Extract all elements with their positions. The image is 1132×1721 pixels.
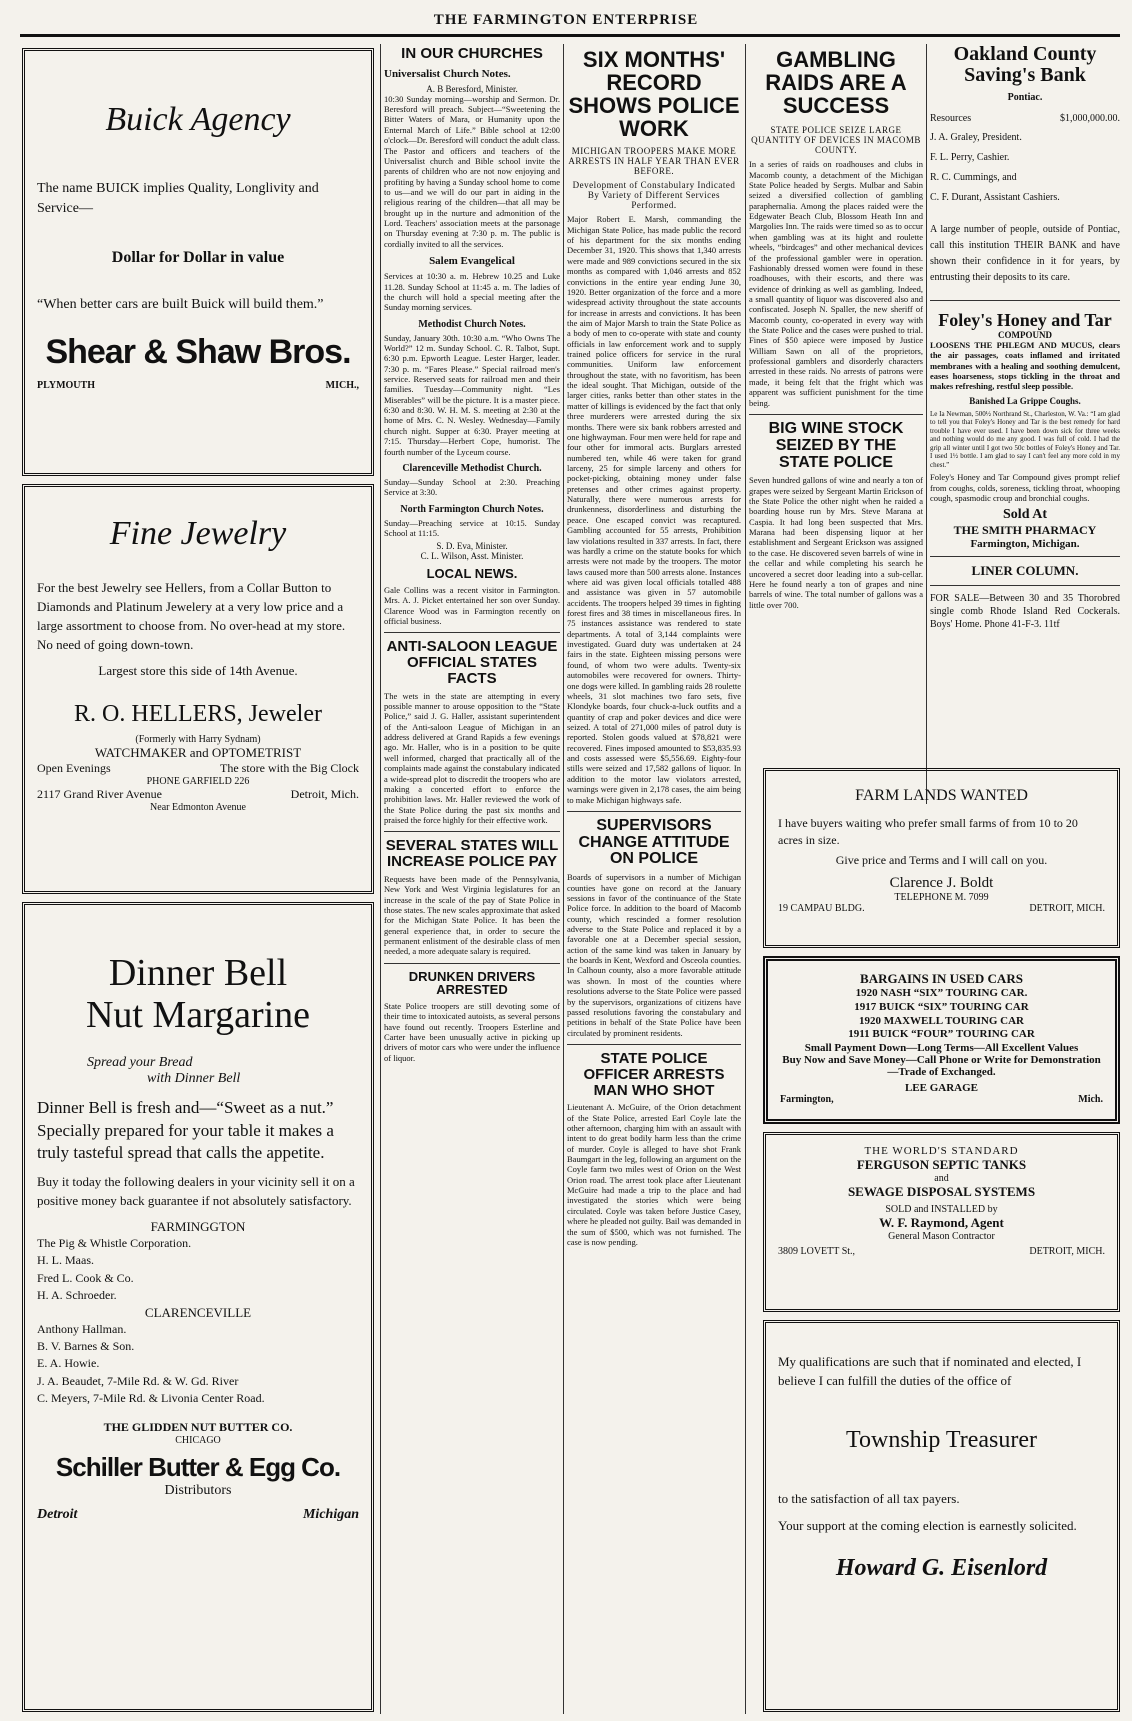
buick-p3: “When better cars are built Buick will build them.” — [37, 296, 324, 312]
gambling-sub: STATE POLICE SEIZE LARGE QUANTITY OF DEVICES IN MACOMB COUNTY. — [751, 125, 921, 156]
septic-name: W. F. Raymond, Agent — [879, 1215, 1004, 1230]
margarine-title1: Dinner Bell — [108, 952, 288, 994]
margarine-ad — [22, 902, 374, 1712]
methodist-title: Methodist Church Notes. — [418, 318, 526, 330]
list-item: F. L. Perry, Cashier. — [930, 152, 1010, 163]
jewelry-p1: For the best Jewelry see Hellers, from a Collar Button to Diamonds and Platinum Jewelery at a very low price and a large assortment to choose from. No over-head at my store. No need of going down-town. — [37, 580, 346, 652]
usedcars-ad — [763, 956, 1120, 1124]
margarine-dist-city: Detroit — [37, 1506, 78, 1522]
officer-title: STATE POLICE OFFICER ARRESTS MAN WHO SHOT — [583, 1050, 725, 1099]
gambling-column — [749, 44, 923, 814]
foleys-sold: Sold At — [1003, 507, 1047, 523]
foleys-testimonial: Le Ia Newman, 500½ Northrand St., Charleston, W. Va.: “I am glad to tell you that Foley's Honey and Tar is the best remedy for hard trouble I have ever used. I have been down sick for three weeks and nothing would do me any good. I was full of cold. I had the grip all winter until I got two 50c bottles of Foley's Honey and Tar. I used 1½ bottle. I am glad to say I can't feel any more cold in my chest.” — [930, 409, 1120, 469]
treasurer-p1: My qualifications are such that if nominated and elected, I believe I can fulfill the duties of the office of — [778, 1354, 1082, 1388]
margarine-dealers2 — [37, 1321, 359, 1408]
buick-p2: Dollar for Dollar in value — [111, 248, 285, 266]
buick-p1: The name BUICK implies Quality, Longlivity and Service— — [37, 181, 319, 217]
usedcars-p2: Buy Now and Save Money—Call Phone or Write for Demonstration—Trade of Exchanged. — [782, 1054, 1101, 1078]
local-news-body: Gale Collins was a recent visitor in Farmington. Mrs. A. J. Picket entertained her son over Sunday. Clarence Wood was in Farmington recently on official business. — [384, 584, 560, 627]
drunken-body: State Police troopers are still devoting some of their time to intoxicated autoists, as several persons have found out recently. Troopers Esterline and Carter have been unusually active in picking up drivers of motor cars who were under the influence of liquor. — [384, 1000, 560, 1063]
gambling-body: In a series of raids on roadhouses and clubs in Macomb county, a detachment of the Michigan State Police headed by Sergts. Mulbar and Sabin seized a diversified collection of gambling paraphernalia. Among the places raided were the Edgewater Beach Club, Blossom Heath Inn and Margolies Inn. The raids were timed so as to occur when gambling was at its hight and roulette wheels, “birdcages” and other mechanical devices of the professional gambler were in operation. Fashionably dressed women were found in these roadhouses, with their escorts, and there was evidence of drinking as well as gambling. Indeed, a small quantity of liquor was discovered also and confiscated. Joseph N. Spaller, the new sheriff of Macomb county, co-operated in every way with the State Police and the cases were pushed to trial. Fines of $50 apiece were imposed by Justice William Sawn on all of the proprietors, professional gamblers and disorderly characters arrested in these raids. No arrests of patrons were made, it being felt that the fright which was apparent was sufficient punishment for the time being. — [749, 159, 923, 408]
list-item: C. F. Durant, Assistant Cashiers. — [930, 192, 1060, 203]
local-news-title: LOCAL NEWS. — [426, 566, 518, 582]
liner-title: LINER COLUMN. — [971, 563, 1079, 579]
margarine-town2: CLARENCEVILLE — [144, 1304, 252, 1320]
farmlands-address: 19 CAMPAU BLDG. — [778, 903, 865, 915]
list-item: 1911 BUICK “FOUR” TOURING CAR — [848, 1028, 1035, 1041]
treasurer-p3: Your support at the coming election is earnestly solicited. — [778, 1517, 1077, 1533]
foleys-compound: COMPOUND — [998, 329, 1052, 340]
sixmonths-sub: MICHIGAN TROOPERS MAKE MORE ARRESTS IN HALF YEAR THAN EVER BEFORE. — [568, 146, 740, 177]
list-item: H. L. Maas. — [37, 1253, 94, 1268]
jewelry-near: Near Edmonton Avenue — [150, 802, 246, 814]
jewelry-open: Open Evenings — [37, 761, 111, 776]
treasurer-p2: to the satisfaction of all tax payers. — [778, 1490, 960, 1506]
margarine-maker-city: CHICAGO — [175, 1434, 221, 1446]
margarine-title2: Nut Margarine — [85, 993, 311, 1036]
farmlands-p1: I have buyers waiting who prefer small farms of from 10 to 20 acres in size. — [778, 816, 1078, 848]
farmlands-ad — [763, 768, 1120, 948]
farmlands-p2: Give price and Terms and I will call on you. — [835, 852, 1048, 867]
usedcars-state: Mich. — [1078, 1094, 1103, 1105]
list-item: B. V. Barnes & Son. — [37, 1339, 135, 1354]
margarine-tag1: Spread your Bread — [87, 1054, 193, 1070]
septic-l3: and — [934, 1173, 949, 1184]
foleys-pharmacy-city: Farmington, Michigan. — [970, 538, 1080, 551]
list-item: H. A. Schroeder. — [37, 1288, 117, 1303]
usedcars-city: Farmington, — [780, 1094, 834, 1105]
jewelry-name: R. O. HELLERS, Jeweler — [74, 701, 322, 728]
septic-address: 3809 LOVETT St., — [778, 1246, 856, 1257]
bank-resources-label: Resources — [930, 113, 972, 124]
list-item: C. Meyers, 7-Mile Rd. & Livonia Center Road. — [37, 1391, 265, 1406]
jewelry-formerly: (Formerly with Harry Sydnam) — [135, 734, 261, 746]
antisaloon-title: ANTI-SALOON LEAGUE OFFICIAL STATES FACTS — [386, 638, 558, 687]
northfarmington-title: North Farmington Church Notes. — [400, 503, 544, 515]
list-item: The Pig & Whistle Corporation. — [37, 1236, 192, 1251]
farmlands-phone: TELEPHONE M. 7099 — [894, 892, 989, 904]
northfarmington-body: Sunday—Preaching service at 10:15. Sunday School at 11:15. — [384, 517, 560, 538]
list-item: J. A. Graley, President. — [930, 132, 1022, 143]
clarenceville-title: Clarenceville Methodist Church. — [402, 462, 542, 474]
supervisors-title: SUPERVISORS CHANGE ATTITUDE ON POLICE — [578, 816, 730, 868]
buick-city: PLYMOUTH — [37, 380, 95, 392]
margarine-distributor: Schiller Butter & Egg Co. — [55, 1451, 341, 1482]
septic-ad — [763, 1132, 1120, 1312]
treasurer-title: Township Treasurer — [846, 1426, 1037, 1453]
salem-body: Services at 10:30 a. m. Hebrew 10.25 and Luke 11.28. Sunday School at 11:45 a. m. The ladies of the church will hold a special meeting after the Sunday morning services. — [384, 271, 560, 313]
septic-l1: THE WORLD'S STANDARD — [864, 1145, 1019, 1157]
northfarmington-minister: S. D. Eva, Minister. — [436, 541, 508, 552]
list-item: 1920 NASH “SIX” TOURING CAR. — [855, 987, 1028, 999]
list-item: 1920 MAXWELL TOURING CAR — [859, 1014, 1024, 1027]
gambling-title: GAMBLING RAIDS ARE A SUCCESS — [765, 47, 907, 119]
treasurer-ad — [763, 1320, 1120, 1712]
buick-state: MICH., — [325, 380, 359, 392]
bank-resources: $1,000,000.00. — [1060, 113, 1120, 124]
margarine-dist-label: Distributors — [164, 1482, 232, 1498]
list-item: E. A. Howie. — [37, 1356, 100, 1371]
foleys-body: LOOSENS THE PHLEGM AND MUCUS, clears the air passages, coats inflamed and irritated membranes with a healing and soothing demulcent, eases hoarseness, stops tickling in the throat and makes refreshing, restful sleep possible. — [930, 339, 1120, 392]
buick-dealer: Shear & Shaw Bros. — [45, 333, 351, 372]
bank-officers — [930, 128, 1120, 208]
buick-ad — [22, 48, 374, 476]
clarenceville-body: Sunday—Sunday School at 2:30. Preaching Service at 3:30. — [384, 476, 560, 498]
salem-title: Salem Evangelical — [429, 255, 515, 268]
margarine-p2: Buy it today the following dealers in your vicinity sell it on a positive money back guarantee if not absolutely satisfactory. — [37, 1174, 355, 1209]
bank-column — [930, 44, 1120, 804]
margarine-tag2: with Dinner Bell — [147, 1070, 241, 1086]
septic-city: DETROIT, MICH. — [1029, 1246, 1105, 1257]
margarine-town1: FARMINGGTON — [150, 1219, 246, 1235]
jewelry-address: 2117 Grand River Avenue — [37, 787, 162, 802]
churches-header: IN OUR CHURCHES — [401, 45, 543, 62]
wine-body: Seven hundred gallons of wine and nearly a ton of grapes were seized by Sergeant Martin Erickson of the State Police the other night when he raided a boarding house run by Mrs. Steve Marana at Caspia. It had long been suspected that Mrs. Marana had been dispensing liquor at her establishment and Sergeant Erickson was assigned to the case. He discovered seven barrels of wine in the cellar and while completing his search he uncovered a secret door leading into a sub-cellar. Here he found nearly a ton of grapes and nine barrels of wine. The total number of gallons was a little over 700. — [749, 475, 923, 610]
buick-title: Buick Agency — [105, 101, 291, 138]
usedcars-title: BARGAINS IN USED CARS — [860, 971, 1023, 986]
sixmonths-sub2: Development of Constabulary Indicated By Variety of Different Services Performed. — [572, 180, 736, 211]
usedcars-garage: LEE GARAGE — [904, 1082, 979, 1094]
margarine-dealers1 — [37, 1235, 359, 1305]
officer-body: Lieutenant A. McGuire, of the Orion detachment of the State Police, arrested Earl Coyle late the other afternoon, charging him with an assault with intent to do great bodily harm less than the crime of murder. Coyle is alleged to have shot Frank Baumgart in the leg, following an argument on the Coyle farm two miles west of Orion on the West Orion road. The arrest took place after Lieutenant McGuire had made a trip to the place and had investigated the stories which were being circulated. Coyle was taken before Justice Casey, where he pleaded not guilty. Bail was demanded in the sum of $500, which was not furnished. The case is now pending. — [567, 1102, 741, 1247]
universalist-minister: A. B Beresford, Minister. — [426, 83, 518, 94]
bank-title2: Saving's Bank — [964, 64, 1086, 86]
foleys-relief: Foley's Honey and Tar Compound gives prompt relief from coughs, colds, soreness, tickling throat, whooping cough, spasmodic croup and bronchial coughs. — [930, 472, 1120, 504]
jewelry-city: Detroit, Mich. — [290, 787, 359, 802]
supervisors-body: Boards of supervisors in a number of Michigan counties have gone on record at the January sessions in favor of the continuance of the State Police force. In addition to the board of Macomb county, which rescinded a former resolution adverse to the State Police and replaced it by a favorable one at a December special session, action of the same kind was taken in January by the boards in Kent, Wexford and Osceola counties. In Calhoun county, also a more favorable attitude was shown. In most of the counties where resolutions adverse to the State Police were passed by the supervisors, organizations of citizens have passed resolutions favoring the constabulary and petitions in behalf of the State Police have been circulated by prominent residents. — [567, 872, 741, 1038]
margarine-maker: THE GLIDDEN NUT BUTTER CO. — [103, 1419, 293, 1434]
farmlands-title: FARM LANDS WANTED — [855, 787, 1028, 804]
jewelry-phone: PHONE GARFIELD 226 — [146, 776, 250, 788]
list-item: R. C. Cummings, and — [930, 172, 1017, 183]
farmlands-city: DETROIT, MICH. — [1029, 903, 1105, 915]
liner-body: FOR SALE—Between 30 and 35 Thorobred single comb Rhode Island Red Cockerals. Boys' Home. Phone 41-F-3. 11tf — [930, 593, 1120, 631]
churches-column — [384, 44, 560, 1714]
police-column — [567, 44, 741, 1714]
septic-l4: SEWAGE DISPOSAL SYSTEMS — [847, 1184, 1036, 1199]
jewelry-clock: The store with the Big Clock — [220, 761, 359, 776]
farmlands-name: Clarence J. Boldt — [889, 875, 994, 892]
list-item: Fred L. Cook & Co. — [37, 1270, 134, 1285]
usedcars-list — [780, 987, 1103, 1042]
septic-l5: SOLD and INSTALLED by — [885, 1204, 998, 1215]
usedcars-p1: Small Payment Down—Long Terms—All Excellent Values — [804, 1042, 1079, 1054]
margarine-p1: Dinner Bell is fresh and—“Sweet as a nut.” Specially prepared for your table it makes a truly tasteful spread that calls the appetite. — [37, 1097, 334, 1163]
jewelry-ad — [22, 484, 374, 894]
antisaloon-body: The wets in the state are attempting in every possible manner to arouse opposition to the “State Police,” said J. G. Haller, assistant superintendent of the Anti-saloon League of Michigan in an address delivered at Grand Rapids a few evenings ago. Mr. Haller, who is in a position to be quite well informed, charged that practically all of the complaints made against the constabulary indicated a wide-spread plot to discredit the troopers who are making a concerted effort to enforce the prohibition laws. Mr. Haller reviewed the work of the State Police during the past six months and praised the force highly for their effective work. — [384, 690, 560, 825]
septic-l2: FERGUSON SEPTIC TANKS — [856, 1157, 1027, 1172]
bank-body: A large number of people, outside of Pontiac, call this institution THEIR BANK and have shown their confidence in it for years, by entrusting their deposits to its care. — [930, 224, 1120, 283]
foleys-title: Foley's Honey and Tar — [938, 310, 1112, 330]
wine-title: BIG WINE STOCK SEIZED BY THE STATE POLICE — [768, 419, 904, 471]
jewelry-role: WATCHMAKER and OPTOMETRIST — [94, 745, 302, 761]
treasurer-name: Howard G. Eisenlord — [835, 1555, 1048, 1582]
masthead: THE FARMINGTON ENTERPRISE — [433, 12, 699, 28]
masthead-rule — [20, 34, 1120, 37]
list-item: J. A. Beaudet, 7-Mile Rd. & W. Gd. River — [37, 1373, 239, 1388]
septic-role: General Mason Contractor — [888, 1231, 995, 1242]
list-item: 1917 BUICK “SIX” TOURING CAR — [854, 1000, 1029, 1013]
universalist-body: 10:30 Sunday morning—worship and Sermon. Dr. Beresford will preach. Subject—“Sweetening the Bitter Waters of Mara, or Humanity upon the Enternal March of Life.” Bible school at 12:00 o'clock—Dr. Beresford will conduct the adult class. The Pastor and officers and teachers of the Universalist church and Bible school invite the parents of children who are not now enjoying and profiting by having a Sunday school home to come to us—and we will do our part in aiding in the religious rearing of the children—that all may be brought up in the nurture and admonition of the Lord. Teachers' association meets at the parsonage on Thursday evening at 7:30 p. m. The public is cordially invited to all the services. — [384, 93, 560, 249]
sixmonths-title: SIX MONTHS' RECORD SHOWS POLICE WORK — [568, 47, 740, 142]
several-states-body: Requests have been made of the Pennsylvania, New York and West Virginia legislatures for an increase in the scale of the pay of State Police in those states. The new scales approximate that asked for the Michigan State Police. It has been the general experience that, in order to secure the permanent enlistment of the desirable class of men needed, a more adequate salary is required. — [384, 873, 560, 957]
margarine-dist-state: Michigan — [302, 1506, 359, 1522]
bank-city: Pontiac. — [1007, 92, 1043, 103]
universalist-title: Universalist Church Notes. — [384, 67, 511, 80]
list-item: Anthony Hallman. — [37, 1321, 127, 1336]
jewelry-title: Fine Jewelry — [109, 515, 287, 552]
sixmonths-body: Major Robert E. Marsh, commanding the Michigan State Police, has made public the record of his department for the six months ending December 31, 1920. This shows that 1,340 arrests were made and 989 convictions secured in the six months as compared with 1,046 arrests and 852 convictions in the entire year ending June 30, 1920. Better organization of the force and a more widespread activity throughout the state accounts for increase in arrests and convictions. It has been the aim of Major Marsh to train the State Police as a body of men to co-operate with state and county officials in law enforcement work and to supply trained police officers for service in the rural communities. Uniform law enforcement throughout the state, with no favoritism, has been the ideal sought. That Michigan, outside of the larger cities, ranks better than other states in the matter of killings is evidenced by the fact that only three murderers were arrested during the six months. There were six bank robbers arrested and one highwayman. Four men were held for rape and four other for immoral acts. Burglars arrested numbered ten, while 46 were taken for grand larceny, 25 for simple larceny and others for pocket-picking, obtaining money under false pretenses and other crimes against property. Naturally, there were numerous arrests for drunkenness, disorderliness and disturbing the peace. One escaped convict was recaptured. Gambling accounted for 55 arrests, Prohibition law violations resulted in 337 arrests. In fact, there was hardly a crime on the statute books for which arrests were not made by the troopers. The motor laws caused more than 500 arrests alone. Instances where aid was given local officials totalled 488 and assistance was given in 57 automobile accidents. The troopers helped 39 times in fighting forest fires and 38 times in miscellaneous fires. In 75 instances assistance was rendered to state departments. A total of 3,144 complaints were investigated. Guard duty was undertaken at 24 fairs in the state. Eighteen missing persons were found, of whom two were adults. Twenty-six automobiles were recovered for owners. Thirty-one dogs were killed. In gambling raids 28 roulette wheels, 31 slot machines two faro sets, five Klondyke boards, four chuck-a-luck outfits and a quantity of crap and poker devices and dice were seized. A total of 271,000 miles of patrol duty is reported. Stolen goods valued at $78,821 were recovered. Fines imposed amounted to $53,835.93 and costs assessed were $5,556.69. Eighty-four stills were seized and 17,582 gallons of liquor. In addition to the motor law violators arrested, warnings were given in 2,178 cases, the aim being to make Michigan highways safe. — [567, 214, 741, 805]
foleys-pharmacy: THE SMITH PHARMACY — [953, 523, 1097, 538]
several-states-title: SEVERAL STATES WILL INCREASE POLICE PAY — [385, 837, 559, 871]
foleys-banished: Banished La Grippe Coughs. — [969, 395, 1081, 406]
bank-title1: Oakland County — [953, 44, 1097, 65]
northfarmington-asst: C. L. Wilson, Asst. Minister. — [420, 551, 524, 562]
methodist-body: Sunday, January 30th. 10:30 a.m. “Who Owns The World?” 12 m. Sunday School. C. R. Talbot, Supt. 6:30 p.m. Epworth League. Lester Harger, leader. 7:30 p. m. “Fares Please.” Special railroad men's service. Reserved seats for railroad men and their families. Tuesday—Community night. “Les Miserables” will be the picture. It is a master piece. 6:30 and 8:30. W. H. M. S. meeting at 2:30 at the home of Mrs. C. N. Wesley. Wednesday—Family church night. Supper at 6:30. Prayer meeting at 7:15. Thursday—Herbert Cope, humorist. The fourth number of the Lyceum course. — [384, 332, 560, 457]
drunken-title: DRUNKEN DRIVERS ARRESTED — [408, 968, 536, 998]
jewelry-p2: Largest store this side of 14th Avenue. — [98, 663, 298, 679]
